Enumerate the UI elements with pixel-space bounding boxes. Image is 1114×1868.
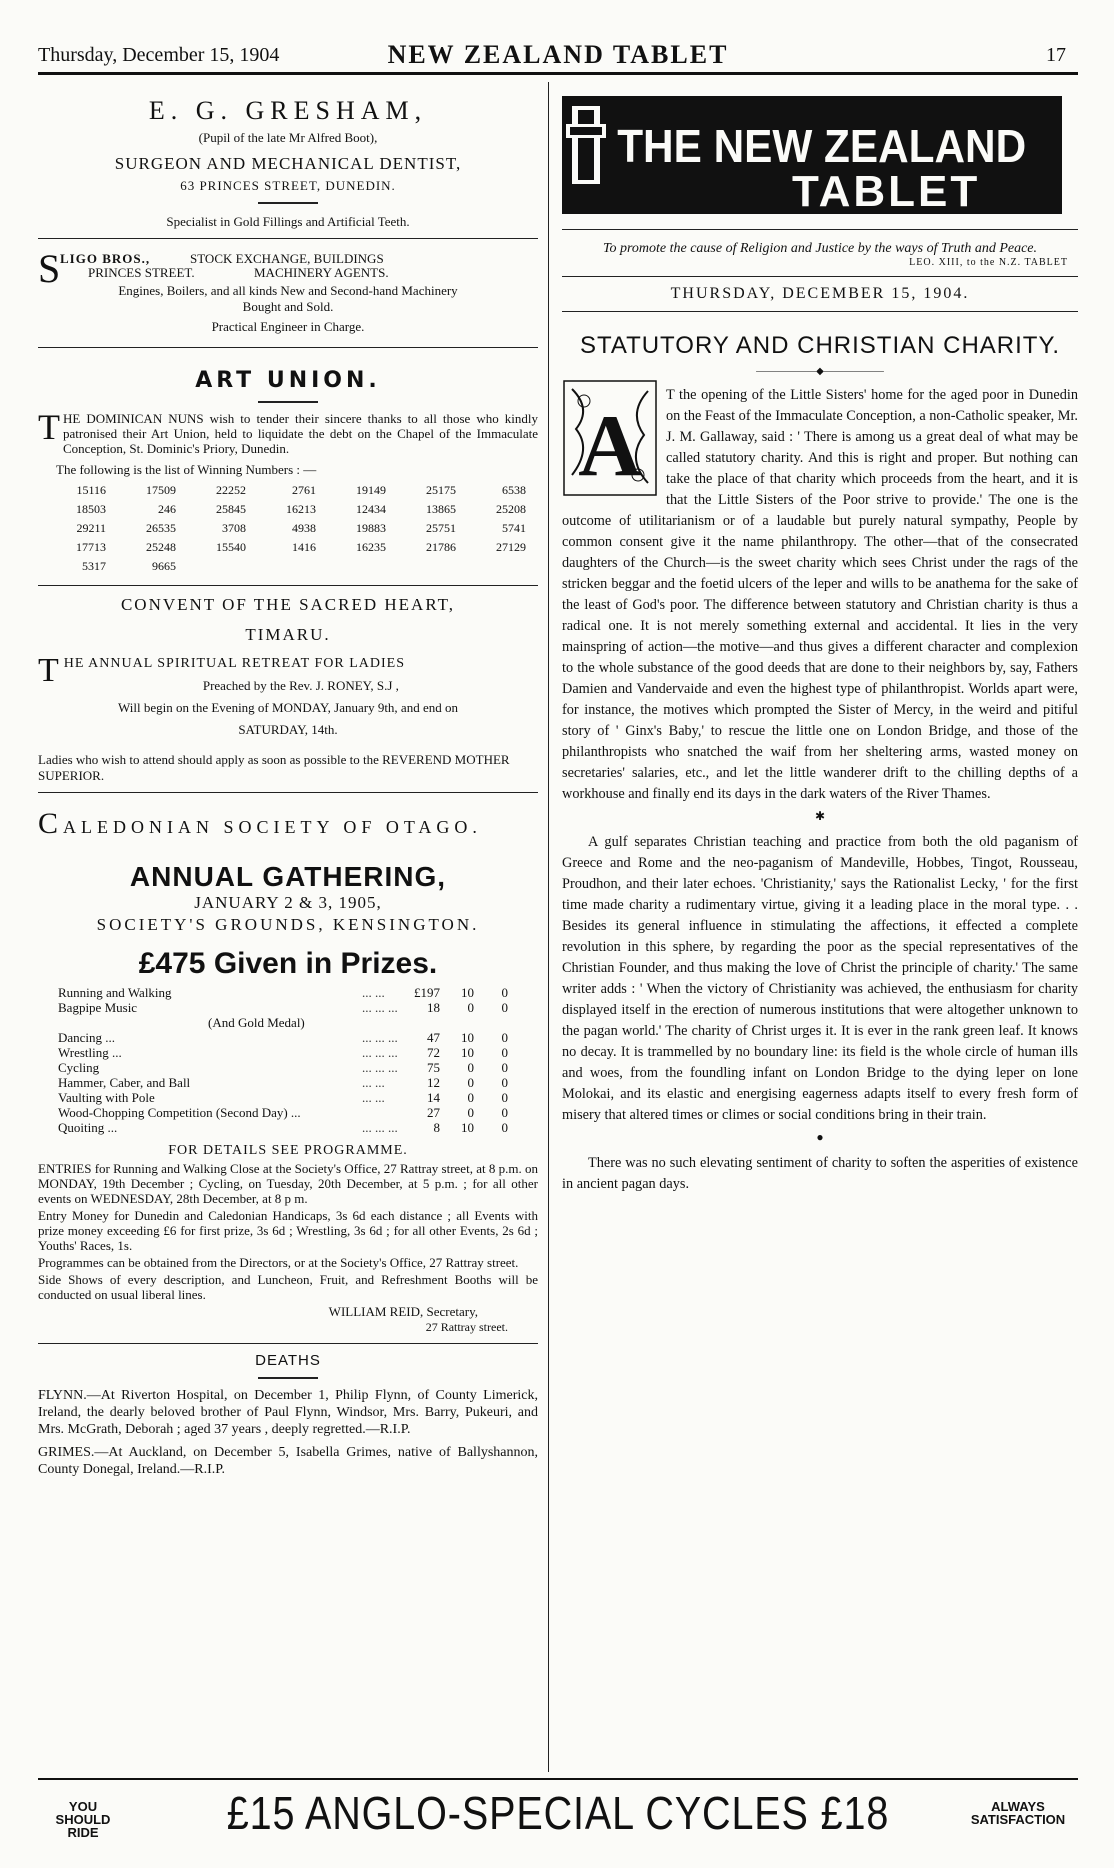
cycles-advert	[38, 1786, 1078, 1846]
prize-table	[58, 985, 508, 1135]
header-paper-name: NEW ZEALAND TABLET	[387, 40, 729, 69]
prize-pounds: 18	[427, 1000, 440, 1015]
prize-row	[58, 1045, 508, 1060]
prize-shillings: 10	[461, 1120, 474, 1135]
ad-right: ALWAYS SATISFACTION	[970, 1799, 1066, 1827]
gresham-title: SURGEON AND MECHANICAL DENTIST,	[114, 154, 462, 173]
art-union-notice	[38, 368, 538, 577]
prize-event: Wrestling ...	[58, 1045, 122, 1060]
gresham-speciality: Specialist in Gold Fillings and Artificial Teeth.	[166, 214, 410, 229]
winning-number: 5317	[82, 559, 106, 573]
winning-numbers-heading: The following is the list of Winning Numbers : —	[56, 462, 317, 477]
prize-pence	[474, 1015, 508, 1030]
numbers-row	[40, 520, 530, 539]
gresham-advert	[38, 96, 538, 230]
ad-main: £15 ANGLO-SPECIAL CYCLES £18	[226, 1787, 890, 1839]
prize-row	[58, 985, 508, 1000]
prize-dots: ... ...	[361, 985, 385, 1000]
column-divider	[548, 82, 549, 1772]
winning-number: 13865	[426, 502, 456, 516]
annual-gathering: ANNUAL GATHERING,	[129, 861, 447, 892]
prize-dots: ... ...	[361, 1090, 385, 1105]
prize-row	[58, 1060, 508, 1075]
prize-pounds	[406, 1015, 440, 1030]
gathering-dates: JANUARY 2 & 3, 1905,	[194, 893, 382, 912]
winning-number	[250, 558, 320, 577]
winning-number: 6538	[502, 483, 526, 497]
caledonian-advert	[38, 807, 538, 1335]
header-page-number: 17	[1046, 44, 1066, 66]
prize-pence: 0	[501, 1090, 508, 1105]
prize-shillings: 0	[467, 1075, 474, 1090]
retreat-end: SATURDAY, 14th.	[238, 722, 338, 737]
winning-number: 3708	[222, 521, 246, 535]
winning-number	[460, 558, 530, 577]
prize-row	[58, 1030, 508, 1045]
prize-pence: 0	[501, 1000, 508, 1015]
article-paragraph: There was no such elevating sentiment of charity to soften the asperities of existence in ancient pagan days.	[562, 1155, 1078, 1192]
entries-text: ENTRIES for Running and Walking Close at the Society's Office, 27 Rattray street, at 8 p.m. on MONDAY, 19th December ; Cycling, on Tuesday, 20th December, at 5 p.m. ; for all other events on WEDNESDAY, 28th December, at 8 p m.	[38, 1161, 538, 1206]
winning-number: 26535	[146, 521, 176, 535]
prize-row	[58, 1105, 508, 1120]
prize-total: £475 Given in Prizes.	[138, 947, 438, 980]
winning-number: 15116	[76, 483, 106, 497]
winning-number: 4938	[292, 521, 316, 535]
divider	[562, 311, 1078, 312]
deaths-heading: DEATHS	[255, 1352, 321, 1369]
numbers-row	[40, 501, 530, 520]
prize-shillings: 0	[467, 1090, 474, 1105]
side-shows-text: Side Shows of every description, and Luncheon, Fruit, and Refreshment Booths will be conducted on usual liberal lines.	[38, 1272, 538, 1302]
prize-row	[58, 1075, 508, 1090]
winning-number: 1416	[292, 540, 316, 554]
winning-number: 19883	[356, 521, 386, 535]
prize-event: Wood-Chopping Competition (Second Day) ...	[58, 1105, 301, 1120]
prize-dots: ... ... ...	[361, 1030, 398, 1045]
art-union-title: ART UNION.	[195, 368, 381, 393]
winning-number: 9665	[152, 559, 176, 573]
art-union-body: HE DOMINICAN NUNS wish to tender their sincere thanks to all those who kindly patronised their Art Union, held to liquidate the debt on the Chapel of the Immaculate Conception, St. Dominic's Priory, Dunedin.	[63, 411, 538, 456]
divider	[38, 238, 538, 239]
divider	[38, 585, 538, 586]
ornament-divider: ——————◆——————	[756, 366, 884, 377]
winning-number: 27129	[496, 540, 526, 554]
prize-pounds: 72	[427, 1045, 440, 1060]
prize-row	[58, 1000, 508, 1015]
prize-pence: 0	[501, 1120, 508, 1135]
paragraph-mark: ●	[816, 1130, 824, 1144]
header-date: Thursday, December 15, 1904	[38, 44, 280, 66]
paragraph-mark: ✱	[814, 809, 826, 823]
sligo-bought: Bought and Sold.	[242, 299, 334, 314]
article-title: STATUTORY AND CHRISTIAN CHARITY.	[579, 332, 1061, 359]
art-union-text	[38, 407, 538, 456]
winning-number: 25208	[496, 502, 526, 516]
masthead-banner	[562, 90, 1062, 216]
sligo-exchange: STOCK EXCHANGE, BUILDINGS	[190, 251, 384, 266]
divider	[38, 1343, 538, 1344]
winning-number: 17713	[76, 540, 106, 554]
footer-rule	[38, 1778, 1078, 1780]
prize-event: Hammer, Caber, and Ball	[58, 1075, 191, 1090]
gresham-name: E. G. GRESHAM,	[148, 96, 428, 125]
article-paragraph: A gulf separates Christian teaching and practice from both the old paganism of Greece and Rome and the neo-paganism of Mandeville, Hobbes, Tingot, Rousseau, Proudhon, and their later echoes. 'Christianity,' says the Rationalist Lecky, ' for the first time made charity a rudimentary virtue, giving it a leading place in the moral type. . . Besides its general influence in stimulating the affections, it effected a complete revolution in this sphere, by regarding the poor as the special representatives of the Christian Founder, and thus making the love of Christ the principle of charity.' The same writer adds : ' When the victory of Christianity was achieved, the enthusiasm for charity displayed itself in the erection of numerous institutions that were altogether unknown to the pagan world.' The charity of Christ urges it. It is ever in the rank green leaf. It knows no decay. It is trammelled by no boundary line: its field is the whole circle of human ills and woes, from the foundling infant on London Bridge to the dying leper on lone Molokai, and its elastic and energising eagerness adapts itself to every fresh form of misery that altered times or climes or social conditions bring in their train.	[562, 834, 1078, 1123]
issue-dateline: THURSDAY, DECEMBER 15, 1904.	[670, 285, 970, 302]
convent-notice	[38, 594, 538, 784]
prize-dots: ... ... ...	[361, 1045, 398, 1060]
retreat-preacher: Preached by the Rev. J. RONEY, S.J ,	[202, 678, 399, 693]
numbers-row	[40, 482, 530, 501]
art-union-initial: T	[38, 407, 60, 447]
caledonian-initial: C	[38, 807, 64, 840]
winning-number: 19149	[356, 483, 386, 497]
divider	[258, 202, 318, 204]
prize-dots: ... ... ...	[361, 1060, 398, 1075]
prize-dots: ... ... ...	[361, 1120, 398, 1135]
prize-pounds: 75	[427, 1060, 440, 1075]
sligo-engineer: Practical Engineer in Charge.	[211, 319, 365, 334]
caledonian-title-line	[38, 807, 538, 841]
retreat-initial: T	[38, 652, 60, 689]
winning-number	[180, 558, 250, 577]
death-notice: FLYNN.—At Riverton Hospital, on December 1, Philip Flynn, of County Limerick, Ireland, the dearly beloved brother of Paul Flynn, Windsor, Mrs. Barry, Pukeuri, and Mrs. McGrath, Deborah ; aged 37 years , deeply regretted.—R.I.P.	[38, 1388, 538, 1437]
secretary-name: WILLIAM REID, Secretary,	[328, 1304, 478, 1319]
right-column	[562, 86, 1078, 1195]
retreat-dates: Will begin on the Evening of MONDAY, January 9th, and end on	[118, 700, 458, 715]
retreat-apply: Ladies who wish to attend should apply as soon as possible to the REVEREND MOTHER SUPERIOR.	[38, 752, 510, 783]
prize-row	[58, 1090, 508, 1105]
prize-row	[58, 1120, 508, 1135]
prize-event: Running and Walking	[58, 985, 172, 1000]
prize-pence: 0	[501, 1045, 508, 1060]
prize-dots: ... ...	[361, 1075, 385, 1090]
sligo-agents: MACHINERY AGENTS.	[254, 265, 389, 280]
winning-number: 2761	[292, 483, 316, 497]
prize-pounds: 12	[427, 1075, 440, 1090]
winning-number: 25248	[146, 540, 176, 554]
sligo-name: LIGO BROS.,	[60, 251, 151, 266]
prize-shillings: 10	[461, 985, 474, 1000]
ad-left: YOU SHOULD RIDE	[55, 1799, 111, 1840]
illuminated-initial	[562, 379, 658, 497]
prize-pence: 0	[501, 1030, 508, 1045]
sligo-advert	[38, 247, 538, 339]
prize-shillings: 0	[467, 1000, 474, 1015]
prize-pounds: £197	[414, 985, 440, 1000]
numbers-row	[40, 558, 530, 577]
prize-event: Bagpipe Music	[58, 1000, 138, 1015]
prize-pounds: 14	[427, 1090, 440, 1105]
sligo-street: PRINCES STREET.	[88, 265, 195, 280]
divider	[562, 276, 1078, 277]
left-column	[38, 86, 538, 1478]
winning-number: 16235	[356, 540, 386, 554]
winning-number: 246	[158, 502, 176, 516]
winning-number: 21786	[426, 540, 456, 554]
divider	[38, 792, 538, 793]
header-rule	[38, 72, 1078, 75]
winning-number: 22252	[216, 483, 246, 497]
winning-number: 16213	[286, 502, 316, 516]
sligo-initial: S	[38, 246, 61, 291]
prize-row	[58, 1015, 508, 1030]
divider	[258, 1377, 318, 1379]
secretary-address: 27 Rattray street.	[425, 1320, 508, 1334]
masthead-line2: TABLET	[792, 167, 981, 216]
retreat-text: HE ANNUAL SPIRITUAL RETREAT FOR LADIES	[63, 656, 405, 671]
prize-event: (And Gold Medal)	[208, 1015, 305, 1030]
winning-number: 15540	[216, 540, 246, 554]
prize-event: Cycling	[58, 1060, 100, 1075]
caledonian-title: ALEDONIAN SOCIETY OF OTAGO.	[63, 817, 482, 837]
programmes-text: Programmes can be obtained from the Directors, or at the Society's Office, 27 Rattray street.	[38, 1255, 519, 1270]
winning-numbers-table	[40, 482, 530, 577]
winning-number: 17509	[146, 483, 176, 497]
divider	[258, 401, 318, 403]
winning-number	[390, 558, 460, 577]
prize-event: Dancing ...	[58, 1030, 116, 1045]
winning-number: 5741	[502, 521, 526, 535]
winning-number: 29211	[76, 521, 106, 535]
convent-title: CONVENT OF THE SACRED HEART,	[120, 595, 456, 614]
gresham-address: 63 PRINCES STREET, DUNEDIN.	[180, 178, 396, 193]
prize-dots	[362, 1105, 406, 1120]
prize-pounds: 8	[433, 1120, 440, 1135]
winning-number: 12434	[356, 502, 386, 516]
prize-shillings: 10	[461, 1030, 474, 1045]
masthead-motto: To promote the cause of Religion and Justice by the ways of Truth and Peace.	[602, 241, 1038, 256]
prize-event: Quoiting ...	[58, 1120, 118, 1135]
sligo-engines: Engines, Boilers, and all kinds New and Second-hand Machinery	[118, 283, 458, 298]
winning-number: 25751	[426, 521, 456, 535]
winning-number: 18503	[76, 502, 106, 516]
death-notice: GRIMES.—At Auckland, on December 5, Isabella Grimes, native of Ballyshannon, County Donegal, Ireland.—R.I.P.	[38, 1445, 538, 1477]
programme-note: FOR DETAILS SEE PROGRAMME.	[168, 1143, 408, 1158]
convent-place: TIMARU.	[245, 625, 331, 644]
winning-number	[320, 558, 390, 577]
prize-shillings	[440, 1015, 474, 1030]
prize-dots: ... ... ...	[361, 1000, 398, 1015]
prize-shillings: 0	[467, 1105, 474, 1120]
winning-number: 25175	[426, 483, 456, 497]
masthead-line1: THE NEW ZEALAND	[617, 121, 1027, 173]
prize-pence: 0	[501, 1060, 508, 1075]
numbers-row	[40, 539, 530, 558]
prize-dots	[362, 1015, 406, 1030]
prize-pounds: 27	[427, 1105, 440, 1120]
prize-pence: 0	[501, 1105, 508, 1120]
winning-number: 25845	[216, 502, 246, 516]
prize-pence: 0	[501, 985, 508, 1000]
prize-pence: 0	[501, 1075, 508, 1090]
article-paragraph: T the opening of the Little Sisters' home for the aged poor in Dunedin on the Feast of the Immaculate Conception, a non-Catholic speaker, Mr. J. M. Gallaway, said : ' There is among us a great deal of what may be called statutory charity. And this is right and proper. But nothing can take the place of that charity which proceeds from the heart, and it is that the Little Sisters of the Poor strive to provide.' The one is the outcome of utilitarianism or of a laudable but purely natural sympathy, People by common consent give it the name philanthropy. The other—that of the consecrated daughters of the Church—is the sweet charity which sees Christ under the rags of the stricken beggar and the foetid ulcers of the leper and wills to be anathema for the sake of the least of God's poor. The difference between statutory and Christian charity is thus a radical one. It is not merely something external and accidental. It lies in the very mainspring of action—the motive—and thus gives a different character and complexion to the whole substance of the good deeds that are done to their neighbors by, say, Fathers Damien and Vandervaide and even the highest type of philanthropist. Worlds apart were, for instance, the motives which prompted the Sister of Mercy, in the weird and pitiful story of ' Ginx's Baby,' to rescue the little one on London Bridge, and those of the philanthropists who snatched the waif from her sheltering arms, wasted money on secretaries' salaries, etc., and let the little wanderer drift to the chilling depths of a workhouse and finally end its days in the dark waters of the River Thames.	[562, 387, 1078, 802]
prize-pounds: 47	[427, 1030, 440, 1045]
divider	[562, 229, 1078, 230]
prize-shillings: 10	[461, 1045, 474, 1060]
prize-event: Vaulting with Pole	[58, 1090, 155, 1105]
entry-money-text: Entry Money for Dunedin and Caledonian Handicaps, 3s 6d each distance ; all Events with prize money exceeding £6 for first prize, 3s 6d ; Wrestling, 3s 6d ; for all other Events, 2s 6d ; Youths' Races, 1s.	[38, 1208, 538, 1253]
divider	[38, 347, 538, 348]
article-initial: A	[578, 398, 642, 495]
page-header	[38, 40, 1078, 70]
gathering-grounds: SOCIETY'S GROUNDS, KENSINGTON.	[96, 915, 480, 934]
deaths-section	[38, 1352, 538, 1478]
motto-attribution: LEO. XIII, to the N.Z. TABLET	[909, 257, 1068, 268]
prize-shillings: 0	[467, 1060, 474, 1075]
gresham-pupil: (Pupil of the late Mr Alfred Boot),	[198, 130, 378, 145]
